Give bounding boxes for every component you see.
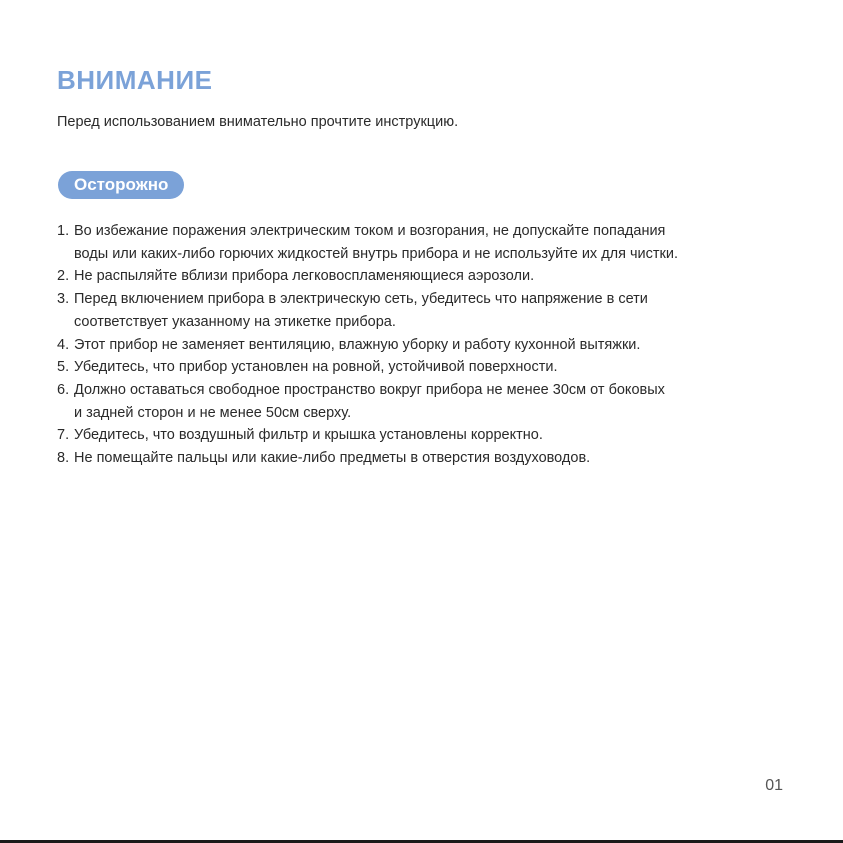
caution-badge: Осторожно (58, 171, 184, 199)
warning-item-text (74, 356, 777, 379)
warning-item-line: Не распыляйте вблизи прибора легковоспламеняющиеся аэрозоли. (74, 268, 535, 285)
warning-item-number: 2. (57, 268, 70, 285)
warning-item-number: 5. (57, 359, 70, 376)
warning-item-line: и задней сторон и не менее 50см сверху. (74, 404, 352, 421)
warning-item (57, 288, 777, 333)
warning-item-number: 8. (57, 450, 70, 467)
page-subtitle: Перед использованием внимательно прочтите инструкцию. (57, 114, 459, 130)
warning-item (57, 334, 777, 357)
warning-item (57, 220, 777, 265)
warning-item-line: воды или каких-либо горючих жидкостей внутрь прибора и не используйте их для чистки. (74, 245, 679, 262)
warning-item-line: Не помещайте пальцы или какие-либо предметы в отверстия воздуховодов. (74, 450, 591, 467)
warning-item (57, 447, 777, 470)
warning-item-text (74, 334, 777, 357)
warning-item-text (74, 447, 777, 470)
warning-item (57, 356, 777, 379)
warning-list (57, 220, 777, 470)
warning-item-line: Убедитесь, что воздушный фильтр и крышка установлены корректно. (74, 427, 543, 444)
warning-item-line: Этот прибор не заменяет вентиляцию, влажную уборку и работу кухонной вытяжки. (74, 336, 641, 353)
warning-item-text (74, 288, 777, 333)
warning-item-line: Должно оставаться свободное пространство вокруг прибора не менее 30см от боковых (74, 381, 665, 398)
warning-item-line: Убедитесь, что прибор установлен на ровной, устойчивой поверхности. (74, 359, 558, 376)
warning-item-number: 6. (57, 381, 70, 398)
page-number: 01 (765, 777, 783, 794)
warning-item-text (74, 265, 777, 288)
warning-item (57, 379, 777, 424)
warning-item-number: 3. (57, 291, 70, 308)
warning-item (57, 265, 777, 288)
warning-item-text (74, 220, 777, 265)
warning-item (57, 424, 777, 447)
warning-item-number: 7. (57, 427, 70, 444)
warning-item-number: 4. (57, 336, 70, 353)
warning-item-line: Во избежание поражения электрическим током и возгорания, не допускайте попадания (74, 223, 666, 239)
warning-item-line: соответствует указанному на этикетке прибора. (74, 313, 396, 330)
page-title: ВНИМАНИЕ (57, 65, 213, 95)
warning-item-number: 1. (57, 223, 70, 239)
warning-item-text (74, 424, 777, 447)
warning-item-line: Перед включением прибора в электрическую сеть, убедитесь что напряжение в сети (74, 291, 648, 308)
warning-item-text (74, 379, 777, 424)
